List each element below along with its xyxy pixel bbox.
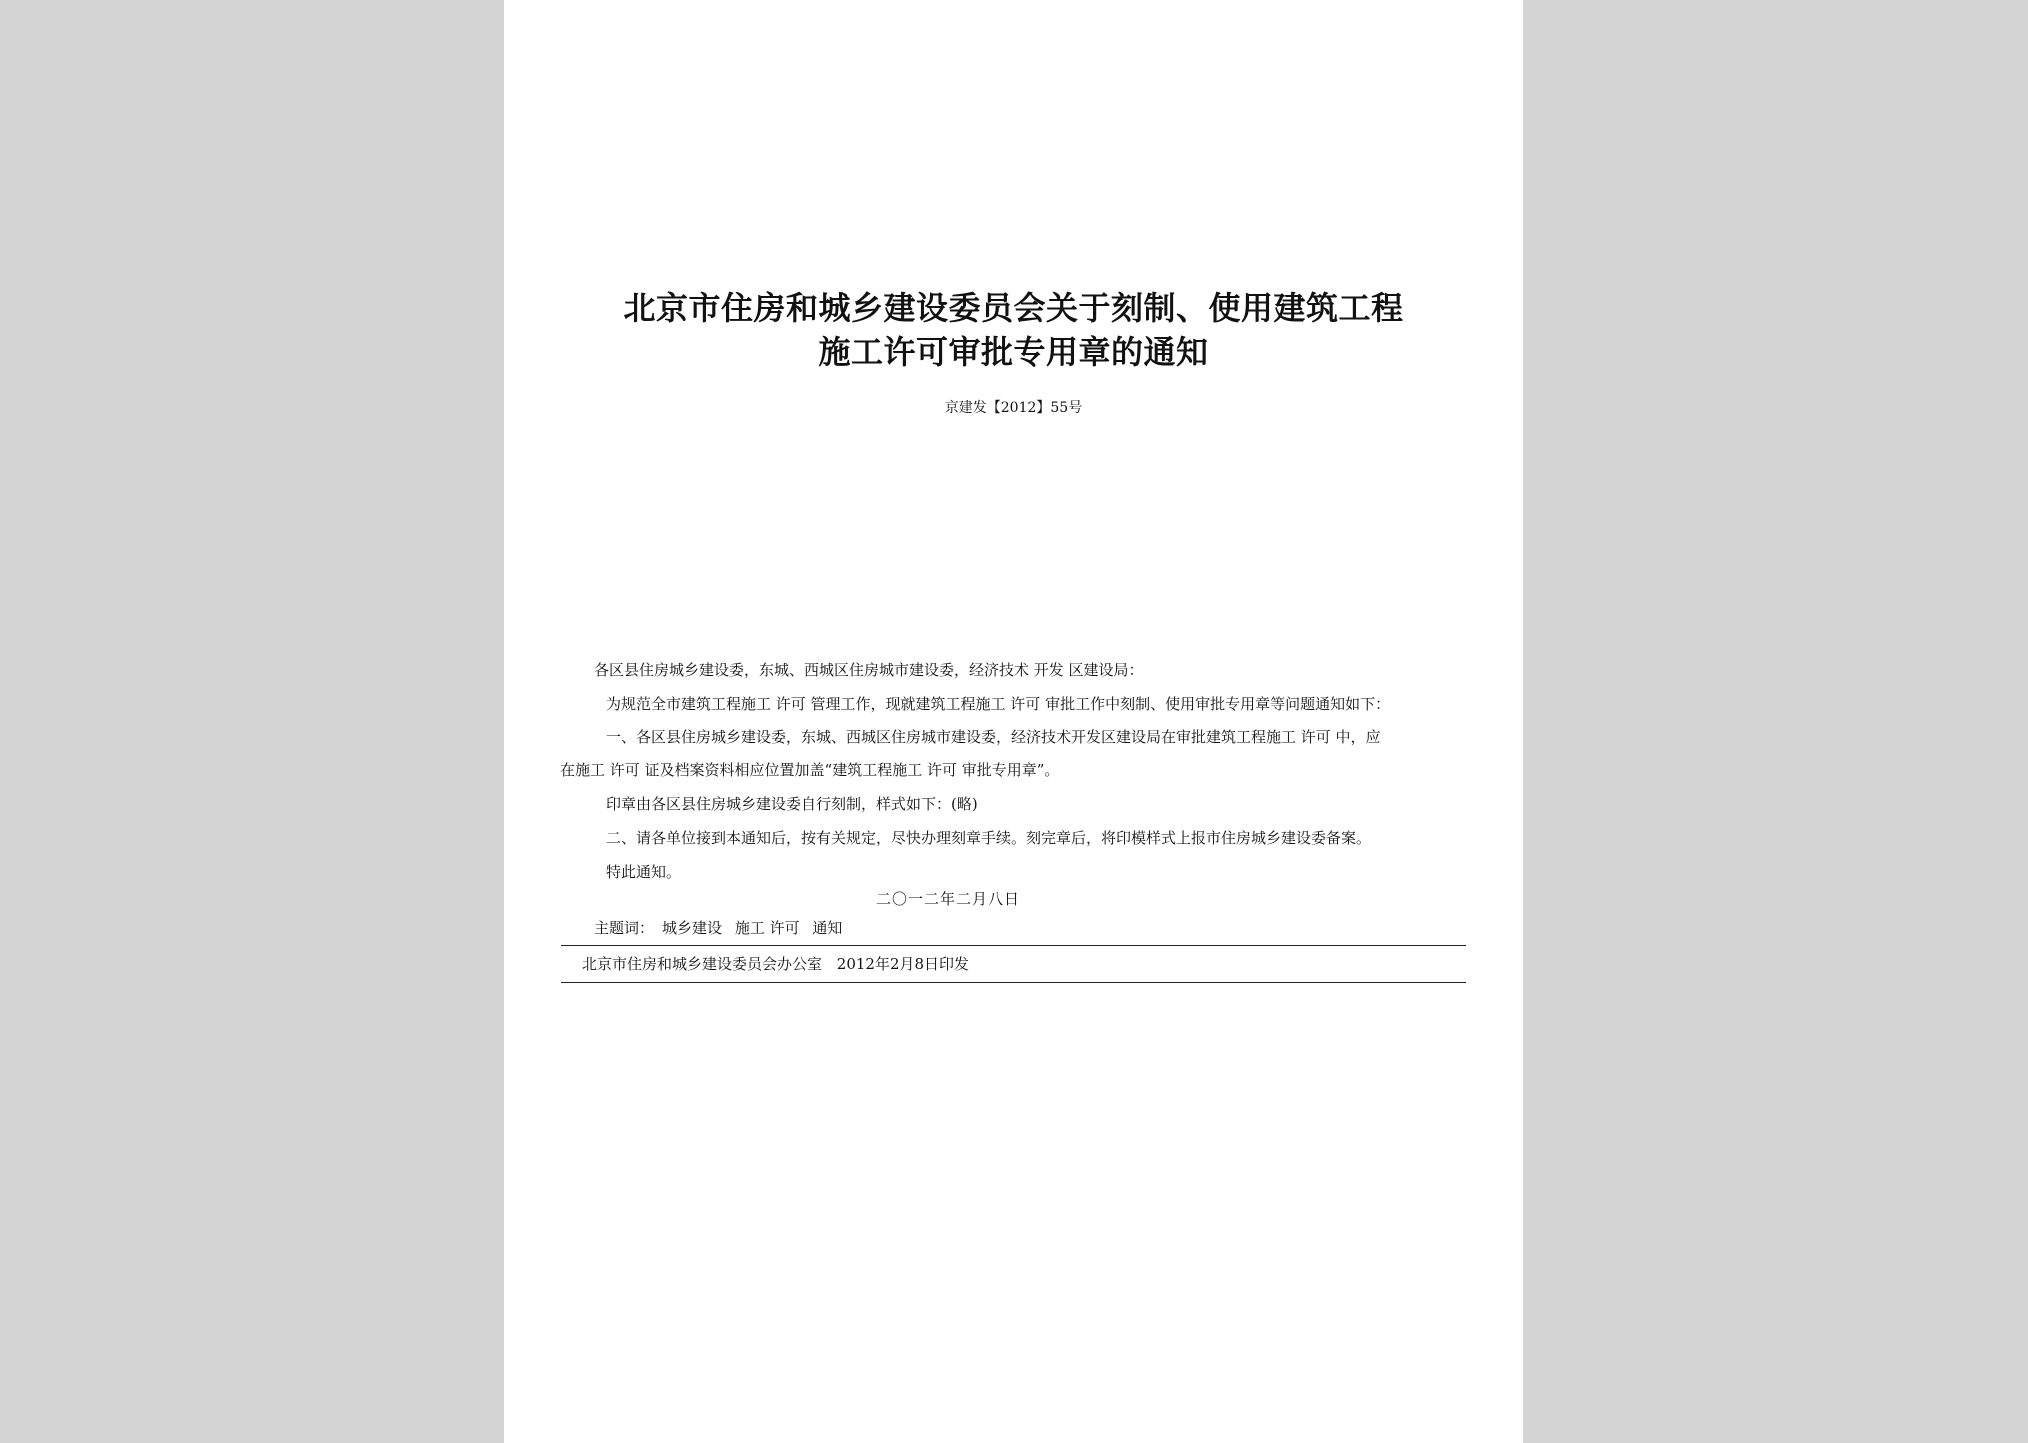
document-number: 京建发【2012】55号 [944,400,1083,416]
paragraph-seal-note: 印章由各区县住房城乡建设委自行刻制，样式如下：(略) [606,795,978,813]
keyword-item: 通知 [812,919,843,937]
paragraph-item-1-line-1: 一、各区县住房城乡建设委，东城、西城区住房城市建设委，经济技术开发区建设局在审批建筑工程施工 许可 中，应 [606,728,1381,746]
paragraph-item-1-line-2: 在施工 许可 证及档案资料相应位置加盖“建筑工程施工 许可 审批专用章”。 [560,761,1060,779]
document-page [504,0,1523,1443]
divider-bottom [561,982,1466,983]
issuer-office: 北京市住房和城乡建设委员会办公室 [582,955,823,973]
keyword-item: 城乡建设 [662,919,723,937]
document-date: 二〇一二年二月八日 [876,890,1021,908]
paragraph-item-2: 二、请各单位接到本通知后，按有关规定，尽快办理刻章手续。刻完章后，将印模样式上报市住房城乡建设委备案。 [606,829,1372,847]
issue-date: 2012年2月8日印发 [836,955,970,973]
keywords [594,918,842,938]
issuer-line [582,954,969,974]
divider-top [561,945,1466,946]
document-title [504,286,1523,374]
paragraph-intro: 为规范全市建筑工程施工 许可 管理工作，现就建筑工程施工 许可 审批工作中刻制、使用审批专用章等问题通知如下： [606,695,1391,713]
title-line-1: 北京市住房和城乡建设委员会关于刻制、使用建筑工程 [623,289,1404,327]
title-line-2: 施工许可审批专用章的通知 [818,333,1209,371]
salutation: 各区县住房城乡建设委，东城、西城区住房城市建设委，经济技术 开发 区建设局： [594,661,1144,679]
keywords-label: 主题词： [594,919,655,937]
paragraph-closing: 特此通知。 [606,863,682,881]
keyword-item: 施工 许可 [734,919,800,937]
